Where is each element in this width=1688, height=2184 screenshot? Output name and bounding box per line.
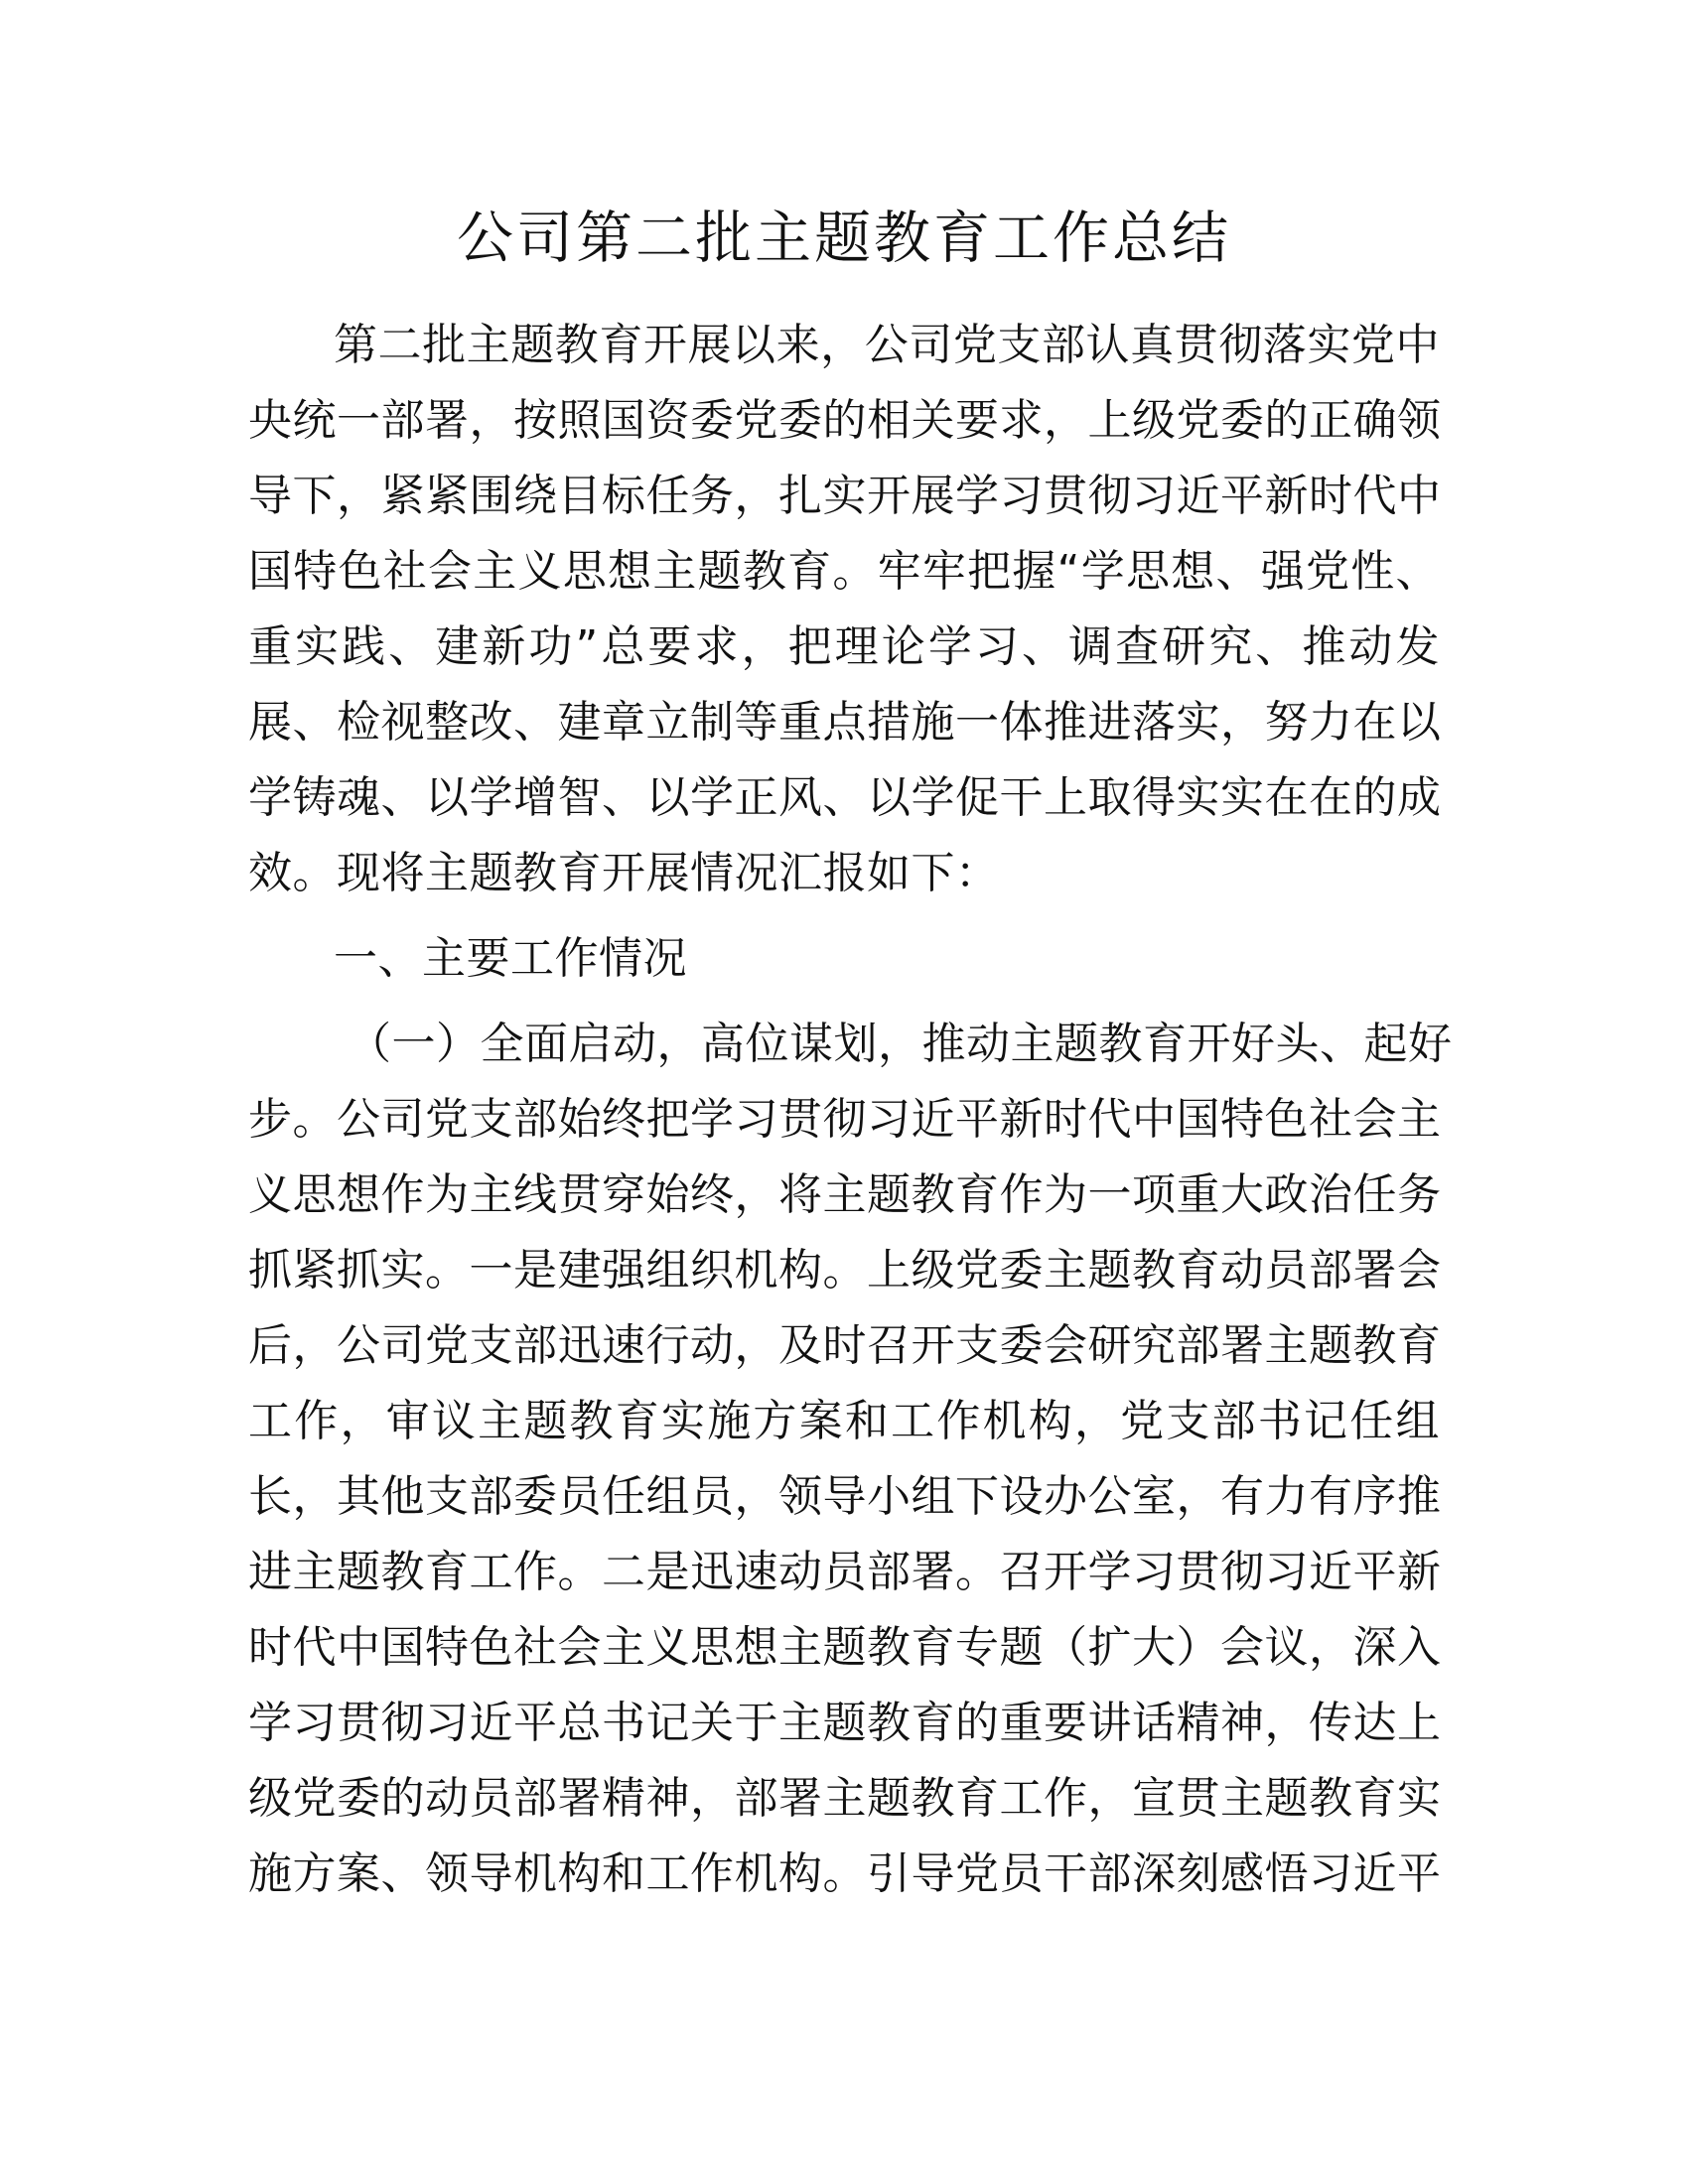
paragraph-line: 导下，紧紧围绕目标任务，扎实开展学习贯彻习近平新时代中 [248,471,1442,521]
paragraph-line: 义思想作为主线贯穿始终，将主题教育作为一项重大政治任务 [248,1169,1442,1220]
document-title: 公司第二批主题教育工作总结 [457,205,1231,271]
paragraph-line: 步。公司党支部始终把学习贯彻习近平新时代中国特色社会主 [248,1094,1442,1145]
subsection-heading-line: （一）全面启动，高位谋划，推动主题教育开好头、起好 [348,1019,1453,1069]
paragraph-line: 时代中国特色社会主义思想主题教育专题（扩大）会议，深入 [248,1622,1442,1673]
paragraph-line: 级党委的动员部署精神，部署主题教育工作，宣贯主题教育实 [248,1773,1442,1824]
paragraph-line: 工作，审议主题教育实施方案和工作机构，党支部书记任组 [248,1396,1440,1446]
paragraph-line: 第二批主题教育开展以来，公司党支部认真贯彻落实党中 [334,320,1440,370]
paragraph-line: 央统一部署，按照国资委党委的相关要求，上级党委的正确领 [248,395,1442,446]
paragraph-line: 进主题教育工作。二是迅速动员部署。召开学习贯彻习近平新 [248,1547,1442,1597]
paragraph-line: 长，其他支部委员任组员，领导小组下设办公室，有力有序推 [248,1471,1442,1522]
paragraph-line: 施方案、领导机构和工作机构。引导党员干部深刻感悟习近平 [248,1848,1442,1899]
document-body [248,308,1453,1912]
paragraph-line: 学铸魂、以学增智、以学正风、以学促干上取得实实在在的成 [248,772,1442,823]
paragraph-line: 抓紧抓实。一是建强组织机构。上级党委主题教育动员部署会 [248,1245,1442,1296]
section-heading: 一、主要工作情况 [334,933,687,984]
paragraph-line: 重实践、建新功”总要求，把理论学习、调查研究、推动发 [248,621,1440,672]
paragraph-line: 后，公司党支部迅速行动，及时召开支委会研究部署主题教育 [248,1320,1442,1371]
paragraph-line: 国特色社会主义思想主题教育。牢牢把握“学思想、强党性、 [248,546,1440,597]
paragraph-line: 展、检视整改、建章立制等重点措施一体推进落实，努力在以 [248,697,1442,748]
paragraph-line: 效。现将主题教育开展情况汇报如下： [248,848,1000,898]
paragraph-line: 学习贯彻习近平总书记关于主题教育的重要讲话精神，传达上 [248,1698,1442,1748]
